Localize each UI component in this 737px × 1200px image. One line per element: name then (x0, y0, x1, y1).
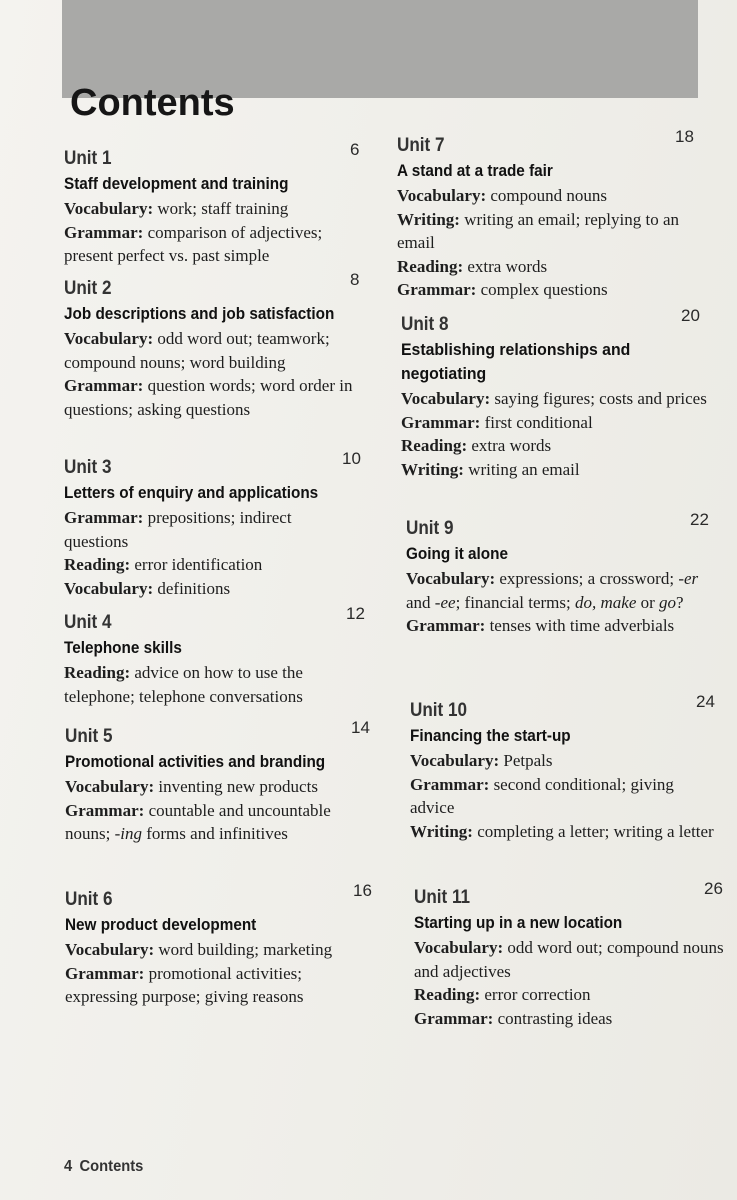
topic-term: Grammar: (410, 774, 490, 794)
topic-term: Vocabulary: (401, 389, 491, 408)
topic-line (64, 327, 360, 374)
topic-line (64, 661, 360, 708)
unit-entry (65, 881, 372, 1009)
topic-term: Vocabulary: (64, 329, 154, 348)
unit-title: Job descriptions and job satisfaction (64, 304, 335, 323)
unit-label: Unit 1 (64, 148, 112, 169)
topic-line (410, 749, 720, 773)
unit-entry (410, 692, 720, 843)
topic-text: question words; word order in questions; asking questions (64, 376, 353, 419)
unit-title: Establishing relationships and negotiating (401, 340, 631, 383)
unit-page-number: 10 (342, 449, 361, 468)
topic-text: extra words (463, 256, 548, 276)
topic-text: word building; marketing (154, 940, 333, 959)
page-footer (64, 1158, 143, 1176)
topic-term: Vocabulary: (410, 751, 500, 770)
topic-line (414, 936, 724, 983)
topic-line (401, 458, 707, 482)
unit-page-number: 22 (690, 510, 709, 529)
topic-text: advice on how to use the telephone; telephone conversations (64, 663, 303, 706)
topic-term: Grammar: (64, 222, 144, 242)
unit-page-number: 26 (704, 879, 723, 898)
unit-title: Staff development and training (64, 174, 289, 193)
topic-term: Grammar: (406, 616, 486, 635)
topic-text: error correction (480, 985, 591, 1004)
topic-term: Reading: (64, 663, 131, 682)
topic-term: Grammar: (397, 280, 477, 299)
topic-term: Writing: (401, 459, 464, 479)
footer-label: Contents (79, 1158, 144, 1175)
unit-title: A stand at a trade fair (397, 161, 553, 180)
unit-page-number: 6 (350, 140, 360, 159)
topic-term: Reading: (397, 256, 464, 276)
unit-title: Letters of enquiry and applications (64, 483, 319, 502)
unit-header (64, 604, 365, 636)
topic-line (401, 411, 707, 435)
topic-text: extra words (467, 436, 552, 455)
page-title: Contents (70, 82, 235, 124)
unit-header (64, 449, 361, 481)
topic-text: second conditional; giving advice (410, 774, 674, 817)
unit-header (397, 127, 707, 159)
topic-text: comparison of adjectives; present perfect vs. past simple (64, 222, 323, 265)
topic-line (410, 773, 720, 820)
topic-term: Vocabulary: (65, 777, 155, 796)
topic-term: Grammar: (401, 412, 481, 432)
unit-topics (406, 567, 706, 638)
topic-line (397, 208, 707, 255)
unit-title: Telephone skills (64, 638, 182, 657)
unit-topics (410, 749, 720, 843)
topic-text: odd word out; compound nouns and adjectives (414, 938, 724, 981)
topic-term: Vocabulary: (64, 199, 154, 218)
unit-topics (64, 327, 360, 421)
unit-entry (65, 718, 370, 846)
topic-text: saying figures; costs and prices (490, 389, 707, 408)
unit-header (65, 881, 372, 913)
unit-entry (401, 306, 707, 481)
topic-text: prepositions; indirect questions (64, 508, 292, 551)
unit-topics (401, 387, 707, 481)
topic-term: Grammar: (65, 800, 145, 820)
topic-text: completing a letter; writing a letter (472, 821, 714, 841)
unit-title: Starting up in a new location (414, 913, 623, 932)
unit-label: Unit 10 (410, 700, 468, 721)
unit-entry (406, 510, 709, 638)
topic-term: Vocabulary: (397, 186, 487, 205)
topic-term: Grammar: (414, 1008, 494, 1028)
unit-page-number: 20 (681, 306, 700, 325)
topic-term: Vocabulary: (64, 578, 154, 598)
unit-header (65, 718, 370, 750)
topic-text: work; staff training (153, 199, 289, 218)
topic-term: Grammar: (64, 376, 144, 395)
topic-text: contrasting ideas (493, 1008, 613, 1028)
unit-entry (397, 127, 707, 302)
topic-text: promotional activities; expressing purpose; giving reasons (65, 963, 304, 1006)
topic-line (397, 255, 707, 279)
topic-text: expressions; a crossword; -er and -ee; financial terms; do, make or go? (406, 569, 699, 612)
topic-text: odd word out; teamwork; compound nouns; word building (64, 329, 330, 372)
topic-line (401, 387, 707, 411)
topic-line (414, 1007, 724, 1031)
unit-header (401, 306, 707, 338)
unit-title: New product development (65, 915, 257, 934)
topic-term: Grammar: (65, 963, 145, 983)
topic-line (397, 278, 707, 302)
footer-page-number: 4 (64, 1158, 73, 1175)
topic-text: first conditional (480, 412, 593, 432)
unit-title: Promotional activities and branding (65, 752, 326, 771)
unit-header (64, 270, 360, 302)
unit-topics (414, 936, 724, 1030)
topic-line (406, 614, 706, 638)
topic-term: Writing: (410, 821, 473, 841)
unit-label: Unit 3 (64, 457, 112, 478)
unit-label: Unit 5 (65, 726, 113, 747)
unit-header (406, 510, 709, 542)
topic-line (401, 434, 707, 458)
unit-label: Unit 7 (397, 135, 445, 156)
topic-text: countable and uncountable nouns; -ing forms and infinitives (65, 800, 331, 843)
topic-line (64, 374, 360, 421)
topic-term: Vocabulary: (406, 569, 496, 588)
unit-header (414, 879, 724, 911)
topic-text: compound nouns (486, 186, 607, 205)
topic-text: writing an email (463, 459, 580, 479)
unit-label: Unit 11 (414, 887, 471, 908)
topic-text: Petpals (499, 751, 553, 770)
topic-line (64, 577, 360, 601)
unit-label: Unit 4 (64, 612, 112, 633)
topic-line (65, 962, 361, 1009)
unit-topics (65, 938, 361, 1009)
topic-line (65, 799, 361, 846)
unit-topics (65, 775, 361, 846)
topic-term: Grammar: (64, 508, 144, 527)
topic-line (64, 197, 360, 221)
unit-page-number: 14 (351, 718, 370, 737)
unit-topics (64, 197, 360, 268)
topic-text: tenses with time adverbials (485, 616, 675, 635)
topic-line (64, 553, 360, 577)
unit-entry (64, 449, 361, 600)
unit-page-number: 8 (350, 270, 360, 289)
topic-text: writing an email; replying to an email (397, 209, 680, 252)
unit-page-number: 24 (696, 692, 715, 711)
unit-label: Unit 6 (65, 889, 113, 910)
unit-label: Unit 9 (406, 518, 454, 539)
unit-page-number: 16 (353, 881, 372, 900)
topic-line (65, 775, 361, 799)
topic-line (406, 567, 706, 614)
unit-topics (64, 506, 360, 600)
unit-topics (64, 661, 360, 708)
topic-text: error identification (130, 555, 263, 574)
topic-text: complex questions (476, 280, 608, 299)
topic-term: Vocabulary: (414, 938, 504, 957)
topic-text: inventing new products (154, 777, 318, 796)
unit-title: Financing the start-up (410, 726, 571, 745)
topic-line (64, 221, 360, 268)
topic-term: Reading: (401, 436, 468, 455)
topic-term: Vocabulary: (65, 940, 155, 959)
unit-title: Going it alone (406, 544, 509, 563)
topic-line (65, 938, 361, 962)
unit-header (410, 692, 720, 724)
topic-line (64, 506, 360, 553)
unit-entry (64, 604, 365, 708)
unit-entry (64, 140, 360, 268)
unit-label: Unit 2 (64, 278, 112, 299)
topic-term: Reading: (64, 555, 131, 574)
topic-text: definitions (153, 578, 231, 598)
unit-header (64, 140, 360, 172)
topic-line (410, 820, 720, 844)
unit-entry (64, 270, 360, 421)
unit-page-number: 18 (675, 127, 694, 146)
unit-entry (414, 879, 724, 1030)
unit-label: Unit 8 (401, 314, 449, 335)
topic-line (397, 184, 707, 208)
topic-term: Reading: (414, 985, 481, 1004)
topic-term: Writing: (397, 209, 460, 229)
unit-page-number: 12 (346, 604, 365, 623)
unit-topics (397, 184, 707, 302)
topic-line (414, 983, 724, 1007)
